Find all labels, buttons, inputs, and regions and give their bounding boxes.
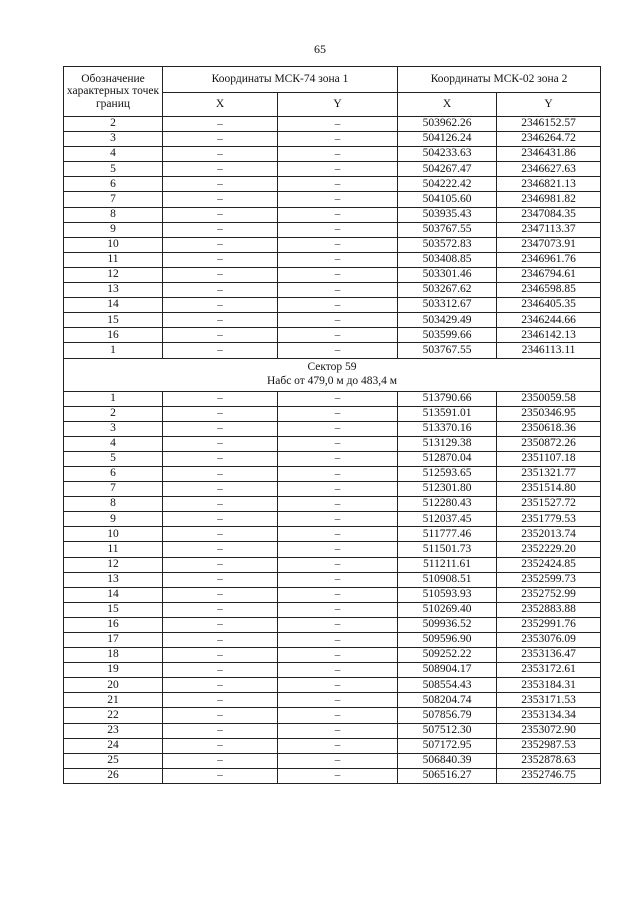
sector-row	[64, 358, 601, 391]
msk74-x-cell: –	[163, 512, 278, 527]
sector-subtitle: Набс от 479,0 м до 483,4 м	[266, 374, 398, 387]
table-row	[64, 391, 601, 406]
point-number-cell: 20	[64, 678, 163, 693]
point-number-cell: 19	[64, 663, 163, 678]
msk02-y-cell: 2351527.72	[497, 497, 601, 512]
msk74-y-cell: –	[278, 132, 398, 147]
msk74-y-cell: –	[278, 708, 398, 723]
point-number-cell: 23	[64, 723, 163, 738]
point-number-cell: 15	[64, 602, 163, 617]
msk74-y-cell: –	[278, 207, 398, 222]
msk74-y-cell: –	[278, 421, 398, 436]
table-row	[64, 482, 601, 497]
msk02-y-cell: 2352424.85	[497, 557, 601, 572]
msk02-y-cell: 2346152.57	[497, 117, 601, 132]
msk02-y-cell: 2353072.90	[497, 723, 601, 738]
msk74-x-cell: –	[163, 237, 278, 252]
msk74-y-cell: –	[278, 343, 398, 358]
table-row	[64, 738, 601, 753]
table-row	[64, 117, 601, 132]
point-number-cell: 7	[64, 192, 163, 207]
msk74-x-cell: –	[163, 602, 278, 617]
msk02-y-cell: 2352991.76	[497, 617, 601, 632]
msk02-x-cell: 503599.66	[398, 328, 497, 343]
msk02-x-cell: 507856.79	[398, 708, 497, 723]
msk02-x-cell: 507172.95	[398, 738, 497, 753]
msk74-y-cell: –	[278, 436, 398, 451]
msk74-x-cell: –	[163, 768, 278, 783]
msk02-y-cell: 2351107.18	[497, 451, 601, 466]
msk74-y-cell: –	[278, 406, 398, 421]
msk74-y-header: Y	[278, 93, 398, 117]
table-row	[64, 512, 601, 527]
msk74-y-cell: –	[278, 313, 398, 328]
msk74-x-cell: –	[163, 633, 278, 648]
table-row	[64, 663, 601, 678]
msk02-x-cell: 504222.42	[398, 177, 497, 192]
msk74-y-cell: –	[278, 192, 398, 207]
msk74-x-cell: –	[163, 678, 278, 693]
msk02-x-cell: 506840.39	[398, 753, 497, 768]
msk02-y-cell: 2346405.35	[497, 298, 601, 313]
table-row	[64, 328, 601, 343]
msk74-x-cell: –	[163, 283, 278, 298]
msk74-y-cell: –	[278, 617, 398, 632]
table-row	[64, 283, 601, 298]
point-number-cell: 13	[64, 283, 163, 298]
msk74-y-cell: –	[278, 648, 398, 663]
msk02-x-cell: 512870.04	[398, 451, 497, 466]
msk74-y-cell: –	[278, 633, 398, 648]
msk74-y-cell: –	[278, 147, 398, 162]
msk02-y-cell: 2346794.61	[497, 267, 601, 282]
point-number-cell: 2	[64, 117, 163, 132]
point-number-cell: 13	[64, 572, 163, 587]
point-number-cell: 2	[64, 406, 163, 421]
msk02-x-cell: 504105.60	[398, 192, 497, 207]
point-number-cell: 25	[64, 753, 163, 768]
msk74-x-cell: –	[163, 192, 278, 207]
msk74-x-cell: –	[163, 328, 278, 343]
sector-section	[64, 358, 601, 391]
table-row	[64, 207, 601, 222]
msk02-x-cell: 511211.61	[398, 557, 497, 572]
msk74-x-cell: –	[163, 177, 278, 192]
table-row	[64, 132, 601, 147]
msk02-x-cell: 503301.46	[398, 267, 497, 282]
table-row	[64, 436, 601, 451]
table-row	[64, 527, 601, 542]
point-number-cell: 1	[64, 343, 163, 358]
msk74-y-cell: –	[278, 391, 398, 406]
msk02-x-cell: 503572.83	[398, 237, 497, 252]
msk02-x-cell: 512301.80	[398, 482, 497, 497]
msk74-x-cell: –	[163, 497, 278, 512]
msk02-x-cell: 513591.01	[398, 406, 497, 421]
msk02-x-cell: 508904.17	[398, 663, 497, 678]
msk02-y-cell: 2353136.47	[497, 648, 601, 663]
table-row	[64, 406, 601, 421]
msk74-y-cell: –	[278, 738, 398, 753]
msk02-x-cell: 510269.40	[398, 602, 497, 617]
table-header	[64, 67, 601, 117]
msk02-y-cell: 2346981.82	[497, 192, 601, 207]
msk02-y-cell: 2346244.66	[497, 313, 601, 328]
msk02-x-cell: 503935.43	[398, 207, 497, 222]
point-number-cell: 11	[64, 252, 163, 267]
msk74-x-cell: –	[163, 723, 278, 738]
msk74-y-cell: –	[278, 237, 398, 252]
msk74-y-cell: –	[278, 693, 398, 708]
table-row	[64, 633, 601, 648]
msk74-x-cell: –	[163, 693, 278, 708]
msk02-y-cell: 2346264.72	[497, 132, 601, 147]
msk02-y-cell: 2350059.58	[497, 391, 601, 406]
point-number-cell: 12	[64, 557, 163, 572]
msk02-y-cell: 2350346.95	[497, 406, 601, 421]
msk74-y-cell: –	[278, 267, 398, 282]
msk74-x-cell: –	[163, 132, 278, 147]
msk74-y-cell: –	[278, 542, 398, 557]
table-row	[64, 648, 601, 663]
point-number-cell: 6	[64, 177, 163, 192]
msk74-y-cell: –	[278, 663, 398, 678]
msk02-x-cell: 512037.45	[398, 512, 497, 527]
msk74-y-cell: –	[278, 557, 398, 572]
table-row	[64, 617, 601, 632]
msk74-x-cell: –	[163, 436, 278, 451]
section1-body	[64, 117, 601, 359]
point-number-cell: 24	[64, 738, 163, 753]
msk74-x-cell: –	[163, 648, 278, 663]
table-row	[64, 162, 601, 177]
msk02-x-cell: 510593.93	[398, 587, 497, 602]
table-row	[64, 421, 601, 436]
msk74-y-cell: –	[278, 512, 398, 527]
msk02-y-cell: 2353134.34	[497, 708, 601, 723]
msk74-y-cell: –	[278, 527, 398, 542]
msk02-y-cell: 2352752.99	[497, 587, 601, 602]
table-row	[64, 587, 601, 602]
msk02-x-cell: 507512.30	[398, 723, 497, 738]
msk74-y-cell: –	[278, 451, 398, 466]
msk74-x-cell: –	[163, 207, 278, 222]
msk02-x-cell: 512280.43	[398, 497, 497, 512]
sector-cell	[64, 358, 601, 391]
msk74-y-cell: –	[278, 177, 398, 192]
table-row	[64, 451, 601, 466]
msk74-x-cell: –	[163, 117, 278, 132]
point-number-cell: 3	[64, 421, 163, 436]
msk02-x-cell: 511501.73	[398, 542, 497, 557]
msk74-x-cell: –	[163, 252, 278, 267]
point-number-cell: 12	[64, 267, 163, 282]
point-number-cell: 17	[64, 633, 163, 648]
msk02-y-cell: 2351779.53	[497, 512, 601, 527]
msk74-y-cell: –	[278, 723, 398, 738]
table-row	[64, 602, 601, 617]
table-row	[64, 147, 601, 162]
table-row	[64, 298, 601, 313]
table-row	[64, 678, 601, 693]
point-number-cell: 18	[64, 648, 163, 663]
msk02-x-cell: 503267.62	[398, 283, 497, 298]
msk74-y-cell: –	[278, 298, 398, 313]
msk74-y-cell: –	[278, 283, 398, 298]
msk74-y-cell: –	[278, 572, 398, 587]
msk74-y-cell: –	[278, 482, 398, 497]
point-number-cell: 22	[64, 708, 163, 723]
point-number-cell: 9	[64, 222, 163, 237]
msk74-y-cell: –	[278, 678, 398, 693]
msk02-x-cell: 504126.24	[398, 132, 497, 147]
msk02-x-cell: 513370.16	[398, 421, 497, 436]
point-number-cell: 4	[64, 436, 163, 451]
msk02-x-cell: 503767.55	[398, 343, 497, 358]
point-label-header: Обозначение характерных точек границ	[64, 67, 163, 117]
msk74-x-cell: –	[163, 527, 278, 542]
point-number-cell: 8	[64, 497, 163, 512]
msk02-x-cell: 503962.26	[398, 117, 497, 132]
table-row	[64, 708, 601, 723]
msk02-y-cell: 2353076.09	[497, 633, 601, 648]
msk74-y-cell: –	[278, 466, 398, 481]
point-number-cell: 21	[64, 693, 163, 708]
point-number-cell: 7	[64, 482, 163, 497]
coordinates-table	[63, 66, 601, 784]
msk02-y-cell: 2347113.37	[497, 222, 601, 237]
msk02-y-cell: 2351321.77	[497, 466, 601, 481]
msk74-x-cell: –	[163, 557, 278, 572]
msk02-x-cell: 509252.22	[398, 648, 497, 663]
msk74-x-cell: –	[163, 542, 278, 557]
point-number-cell: 15	[64, 313, 163, 328]
msk02-x-cell: 503408.85	[398, 252, 497, 267]
table-row	[64, 343, 601, 358]
msk74-y-cell: –	[278, 768, 398, 783]
msk02-x-cell: 503312.67	[398, 298, 497, 313]
point-number-cell: 16	[64, 328, 163, 343]
msk02-y-header: Y	[497, 93, 601, 117]
page-number: 65	[314, 42, 326, 56]
msk74-x-cell: –	[163, 663, 278, 678]
msk02-x-cell: 508554.43	[398, 678, 497, 693]
msk74-x-cell: –	[163, 482, 278, 497]
table-row	[64, 753, 601, 768]
msk74-y-cell: –	[278, 753, 398, 768]
point-number-cell: 14	[64, 298, 163, 313]
point-number-cell: 1	[64, 391, 163, 406]
point-number-cell: 11	[64, 542, 163, 557]
msk02-x-cell: 511777.46	[398, 527, 497, 542]
msk74-x-cell: –	[163, 222, 278, 237]
msk02-y-cell: 2347084.35	[497, 207, 601, 222]
msk74-x-cell: –	[163, 572, 278, 587]
table-row	[64, 313, 601, 328]
msk02-x-cell: 510908.51	[398, 572, 497, 587]
msk02-zone2-header: Координаты МСК-02 зона 2	[398, 67, 601, 93]
msk02-y-cell: 2346142.13	[497, 328, 601, 343]
msk02-x-cell: 509936.52	[398, 617, 497, 632]
msk02-y-cell: 2351514.80	[497, 482, 601, 497]
msk74-x-cell: –	[163, 343, 278, 358]
msk02-y-cell: 2352599.73	[497, 572, 601, 587]
table-row	[64, 192, 601, 207]
msk02-y-cell: 2352229.20	[497, 542, 601, 557]
msk02-x-cell: 513129.38	[398, 436, 497, 451]
msk02-x-cell: 503767.55	[398, 222, 497, 237]
point-number-cell: 9	[64, 512, 163, 527]
msk74-x-cell: –	[163, 162, 278, 177]
table-row	[64, 267, 601, 282]
msk02-x-cell: 504267.47	[398, 162, 497, 177]
msk74-x-cell: –	[163, 466, 278, 481]
point-number-cell: 26	[64, 768, 163, 783]
msk74-x-cell: –	[163, 147, 278, 162]
point-number-cell: 6	[64, 466, 163, 481]
table-row	[64, 222, 601, 237]
msk74-x-cell: –	[163, 313, 278, 328]
msk74-y-cell: –	[278, 328, 398, 343]
table-row	[64, 557, 601, 572]
msk02-x-cell: 512593.65	[398, 466, 497, 481]
table-row	[64, 252, 601, 267]
msk74-x-cell: –	[163, 753, 278, 768]
msk02-y-cell: 2346821.13	[497, 177, 601, 192]
msk02-x-cell: 504233.63	[398, 147, 497, 162]
msk74-y-cell: –	[278, 497, 398, 512]
table-row	[64, 693, 601, 708]
msk74-x-cell: –	[163, 298, 278, 313]
msk02-y-cell: 2353172.61	[497, 663, 601, 678]
point-number-cell: 3	[64, 132, 163, 147]
point-number-cell: 5	[64, 451, 163, 466]
msk02-y-cell: 2352013.74	[497, 527, 601, 542]
point-number-cell: 8	[64, 207, 163, 222]
sector-title: Сектор 59	[307, 360, 357, 373]
msk74-x-cell: –	[163, 421, 278, 436]
msk02-x-header: X	[398, 93, 497, 117]
msk74-zone1-header: Координаты МСК-74 зона 1	[163, 67, 398, 93]
msk74-y-cell: –	[278, 602, 398, 617]
msk74-x-cell: –	[163, 587, 278, 602]
msk74-y-cell: –	[278, 222, 398, 237]
point-number-cell: 5	[64, 162, 163, 177]
msk02-x-cell: 506516.27	[398, 768, 497, 783]
msk02-y-cell: 2352878.63	[497, 753, 601, 768]
msk02-y-cell: 2346431.86	[497, 147, 601, 162]
table-row	[64, 466, 601, 481]
msk02-x-cell: 509596.90	[398, 633, 497, 648]
msk02-y-cell: 2346627.63	[497, 162, 601, 177]
msk74-y-cell: –	[278, 252, 398, 267]
table-row	[64, 542, 601, 557]
point-number-cell: 14	[64, 587, 163, 602]
msk02-x-cell: 513790.66	[398, 391, 497, 406]
msk02-x-cell: 508204.74	[398, 693, 497, 708]
msk74-x-cell: –	[163, 451, 278, 466]
msk02-y-cell: 2346961.76	[497, 252, 601, 267]
msk02-y-cell: 2352987.53	[497, 738, 601, 753]
point-number-cell: 10	[64, 237, 163, 252]
msk74-x-header: X	[163, 93, 278, 117]
msk74-x-cell: –	[163, 617, 278, 632]
msk02-y-cell: 2352883.88	[497, 602, 601, 617]
point-number-cell: 4	[64, 147, 163, 162]
msk74-y-cell: –	[278, 162, 398, 177]
msk74-x-cell: –	[163, 738, 278, 753]
msk02-y-cell: 2347073.91	[497, 237, 601, 252]
msk02-y-cell: 2353171.53	[497, 693, 601, 708]
msk02-y-cell: 2350872.26	[497, 436, 601, 451]
msk02-y-cell: 2353184.31	[497, 678, 601, 693]
msk74-x-cell: –	[163, 708, 278, 723]
msk74-y-cell: –	[278, 117, 398, 132]
msk74-x-cell: –	[163, 267, 278, 282]
msk74-y-cell: –	[278, 587, 398, 602]
table-row	[64, 177, 601, 192]
msk74-x-cell: –	[163, 391, 278, 406]
msk02-y-cell: 2352746.75	[497, 768, 601, 783]
section2-body	[64, 391, 601, 783]
table-row	[64, 497, 601, 512]
msk74-x-cell: –	[163, 406, 278, 421]
table-row	[64, 768, 601, 783]
table-row	[64, 723, 601, 738]
table-row	[64, 572, 601, 587]
point-number-cell: 10	[64, 527, 163, 542]
msk02-x-cell: 503429.49	[398, 313, 497, 328]
msk02-y-cell: 2346113.11	[497, 343, 601, 358]
msk02-y-cell: 2350618.36	[497, 421, 601, 436]
table-row	[64, 237, 601, 252]
point-number-cell: 16	[64, 617, 163, 632]
msk02-y-cell: 2346598.85	[497, 283, 601, 298]
